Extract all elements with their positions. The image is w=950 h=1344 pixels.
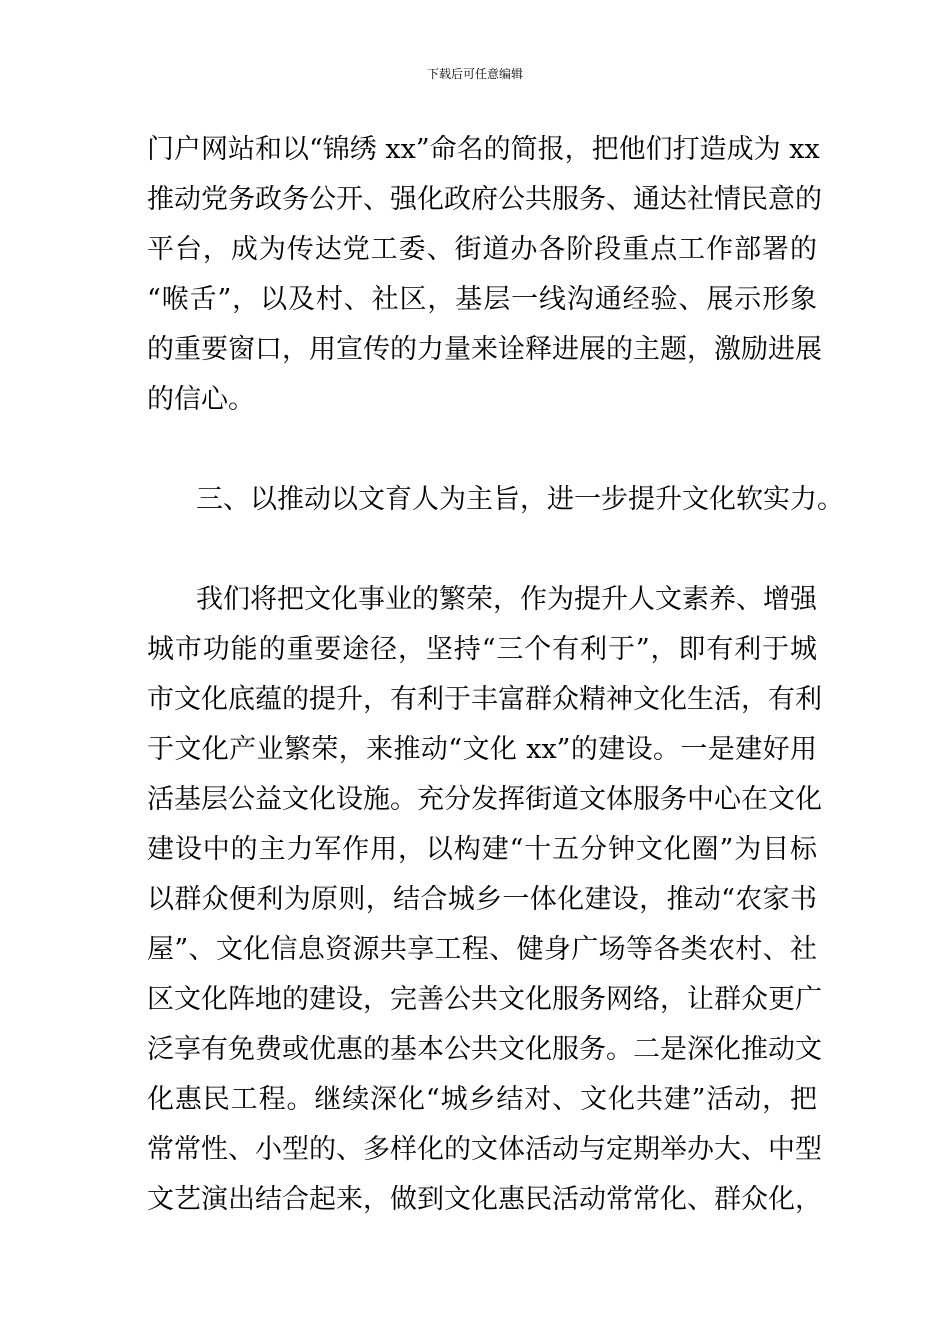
text-line: 城市功能的重要途径，坚持“三个有利于”，即有利于城 (147, 634, 817, 665)
text-line: 推动党务政务公开、强化政府公共服务、通达社情民意的 (147, 184, 822, 215)
text-line: 于文化产业繁荣，来推动“文化 xx”的建设。一是建好用 (147, 734, 817, 765)
text-line: 我们将把文化事业的繁荣，作为提升人文素养、增强 (196, 584, 817, 615)
text-line: 泛享有免费或优惠的基本公共文化服务。二是深化推动文 (147, 1034, 822, 1065)
text-line: 门户网站和以“锦绣 xx”命名的简报，把他们打造成为 xx (147, 134, 820, 165)
text-line: 的信心。 (147, 384, 255, 415)
text-line: 市文化底蕴的提升，有利于丰富群众精神文化生活，有利 (147, 684, 822, 715)
text-line: “喉舌”，以及村、社区，基层一线沟通经验、展示形象 (147, 284, 817, 315)
text-line: 文艺演出结合起来，做到文化惠民活动常常化、群众化， (147, 1184, 822, 1215)
text-line: 建设中的主力军作用，以构建“十五分钟文化圈”为目标 (147, 834, 817, 865)
section-heading: 三、以推动以文育人为主旨，进一步提升文化软实力。 (196, 484, 844, 515)
text-line: 活基层公益文化设施。充分发挥街道文体服务中心在文化 (147, 784, 822, 815)
text-line: 屋”、文化信息资源共享工程、健身广场等各类农村、社 (147, 934, 817, 965)
page-header-note: 下载后可任意编辑 (426, 67, 523, 81)
text-line: 的重要窗口，用宣传的力量来诠释进展的主题，激励进展 (147, 334, 822, 365)
text-line: 化惠民工程。继续深化“城乡结对、文化共建”活动，把 (147, 1084, 817, 1115)
text-line: 区文化阵地的建设，完善公共文化服务网络，让群众更广 (147, 984, 822, 1015)
text-line: 以群众便利为原则，结合城乡一体化建设，推动“农家书 (147, 884, 817, 915)
text-line: 常常性、小型的、多样化的文体活动与定期举办大、中型 (147, 1134, 822, 1165)
text-line: 平台，成为传达党工委、街道办各阶段重点工作部署的 (147, 234, 817, 265)
